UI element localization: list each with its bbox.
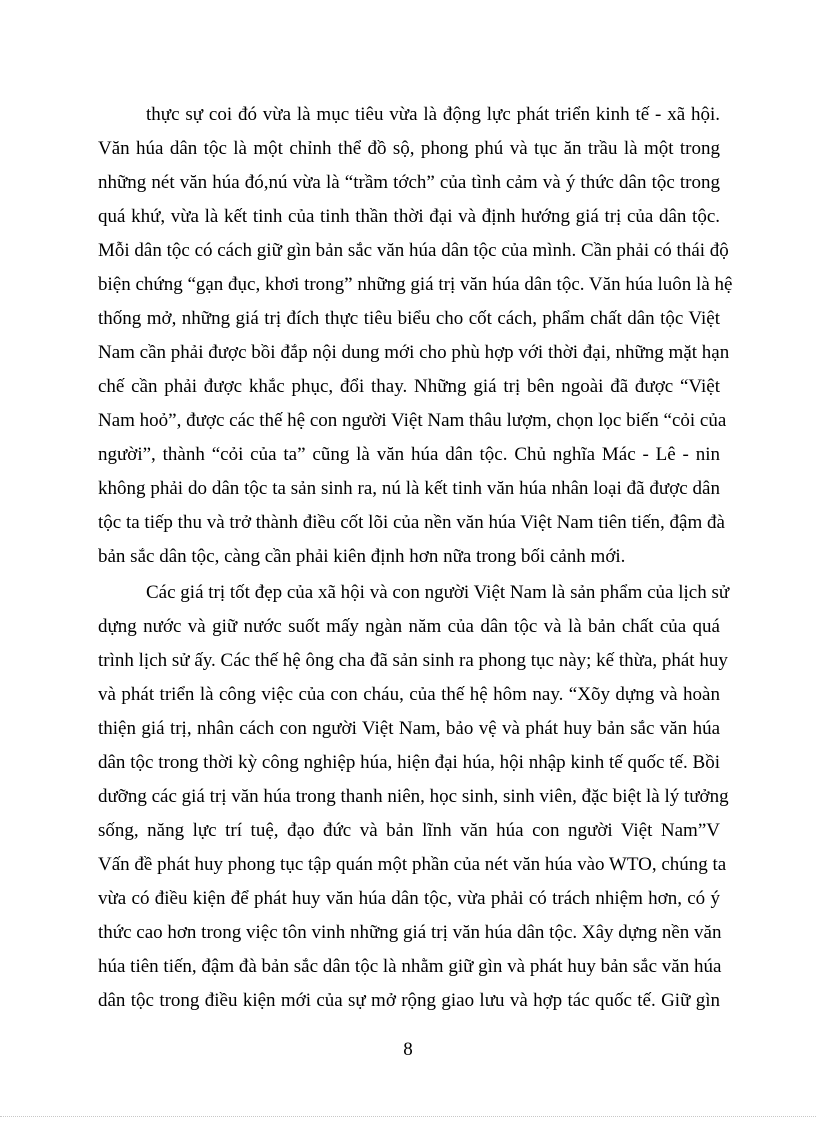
- text-line: thiện giá trị, nhân cách con người Việt Nam, bảo vệ và phát huy bản sắc văn húa: [98, 718, 720, 739]
- text-line: chế cần phải được khắc phục, đổi thay. Những giá trị bên ngoài đã được “Việt: [98, 376, 720, 397]
- text-line: thống mở, những giá trị đích thực tiêu biểu cho cốt cách, phẩm chất dân tộc Việt: [98, 308, 720, 329]
- text-line: dân tộc trong điều kiện mới của sự mở rộng giao lưu và hợp tác quốc tế. Giữ gìn: [98, 990, 720, 1011]
- text-line: và phát triển là công việc của con cháu, của thế hệ hôm nay. “Xõy dựng và hoàn: [98, 684, 720, 705]
- text-line: thực sự coi đó vừa là mục tiêu vừa là động lực phát triển kinh tế - xã hội.: [146, 104, 720, 125]
- text-line: không phải do dân tộc ta sản sinh ra, nú là kết tinh văn húa nhân loại đã được dân: [98, 478, 720, 499]
- paragraph-1: [98, 98, 733, 574]
- page-number: 8: [403, 1039, 413, 1060]
- text-line: người”, thành “cỏi của ta” cũng là văn húa dân tộc. Chủ nghĩa Mác - Lê - nin: [98, 444, 720, 465]
- text-line: thức cao hơn trong việc tôn vinh những giá trị văn húa dân tộc. Xây dựng nền văn: [98, 922, 722, 943]
- text-line: Vấn đề phát huy phong tục tập quán một phần của nét văn húa vào WTO, chúng ta: [98, 854, 727, 875]
- text-line: Nam cần phải được bồi đắp nội dung mới cho phù hợp với thời đại, những mặt hạn: [98, 342, 730, 363]
- page-bottom-divider: [0, 1116, 816, 1117]
- paragraph-2: [98, 576, 730, 1018]
- text-line: Các giá trị tốt đẹp của xã hội và con người Việt Nam là sản phẩm của lịch sử: [146, 582, 730, 603]
- text-line: trình lịch sử ấy. Các thế hệ ông cha đã sản sinh ra phong tục này; kế thừa, phát huy: [98, 650, 728, 671]
- text-line: dựng nước và giữ nước suốt mấy ngàn năm của dân tộc và là bản chất của quá: [98, 616, 720, 637]
- text-line: húa tiên tiến, đậm đà bản sắc dân tộc là nhằm giữ gìn và phát huy bản sắc văn húa: [98, 956, 722, 977]
- text-line: tộc ta tiếp thu và trở thành điều cốt lõi của nền văn húa Việt Nam tiên tiến, đậm đà: [98, 512, 725, 533]
- text-line: biện chứng “gạn đục, khơi trong” những giá trị văn húa dân tộc. Văn húa luôn là hệ: [98, 274, 733, 295]
- text-line: vừa có điều kiện để phát huy văn húa dân tộc, vừa phải có trách nhiệm hơn, có ý: [98, 888, 720, 909]
- text-line: sống, năng lực trí tuệ, đạo đức và bản lĩnh văn húa con người Việt Nam”V: [98, 820, 720, 841]
- text-line: quá khứ, vừa là kết tinh của tinh thần thời đại và định hướng giá trị của dân tộc.: [98, 206, 720, 227]
- text-line: dân tộc trong thời kỳ công nghiệp húa, hiện đại húa, hội nhập kinh tế quốc tế. Bồi: [98, 752, 720, 773]
- text-line: Mỗi dân tộc có cách giữ gìn bản sắc văn húa dân tộc của mình. Cần phải có thái độ: [98, 240, 729, 261]
- text-line: Văn húa dân tộc là một chỉnh thể đồ sộ, phong phú và tục ăn trầu là một trong: [98, 138, 720, 159]
- text-line: bản sắc dân tộc, càng cần phải kiên định hơn nữa trong bối cảnh mới.: [98, 546, 626, 567]
- text-line: Nam hoỏ”, được các thế hệ con người Việt Nam thâu lượm, chọn lọc biến “cỏi của: [98, 410, 727, 431]
- text-line: những nét văn húa đó,nú vừa là “trầm tớch” của tình cảm và ý thức dân tộc trong: [98, 172, 720, 193]
- text-line: dưỡng các giá trị văn húa trong thanh niên, học sinh, sinh viên, đặc biệt là lý tưởng: [98, 786, 729, 807]
